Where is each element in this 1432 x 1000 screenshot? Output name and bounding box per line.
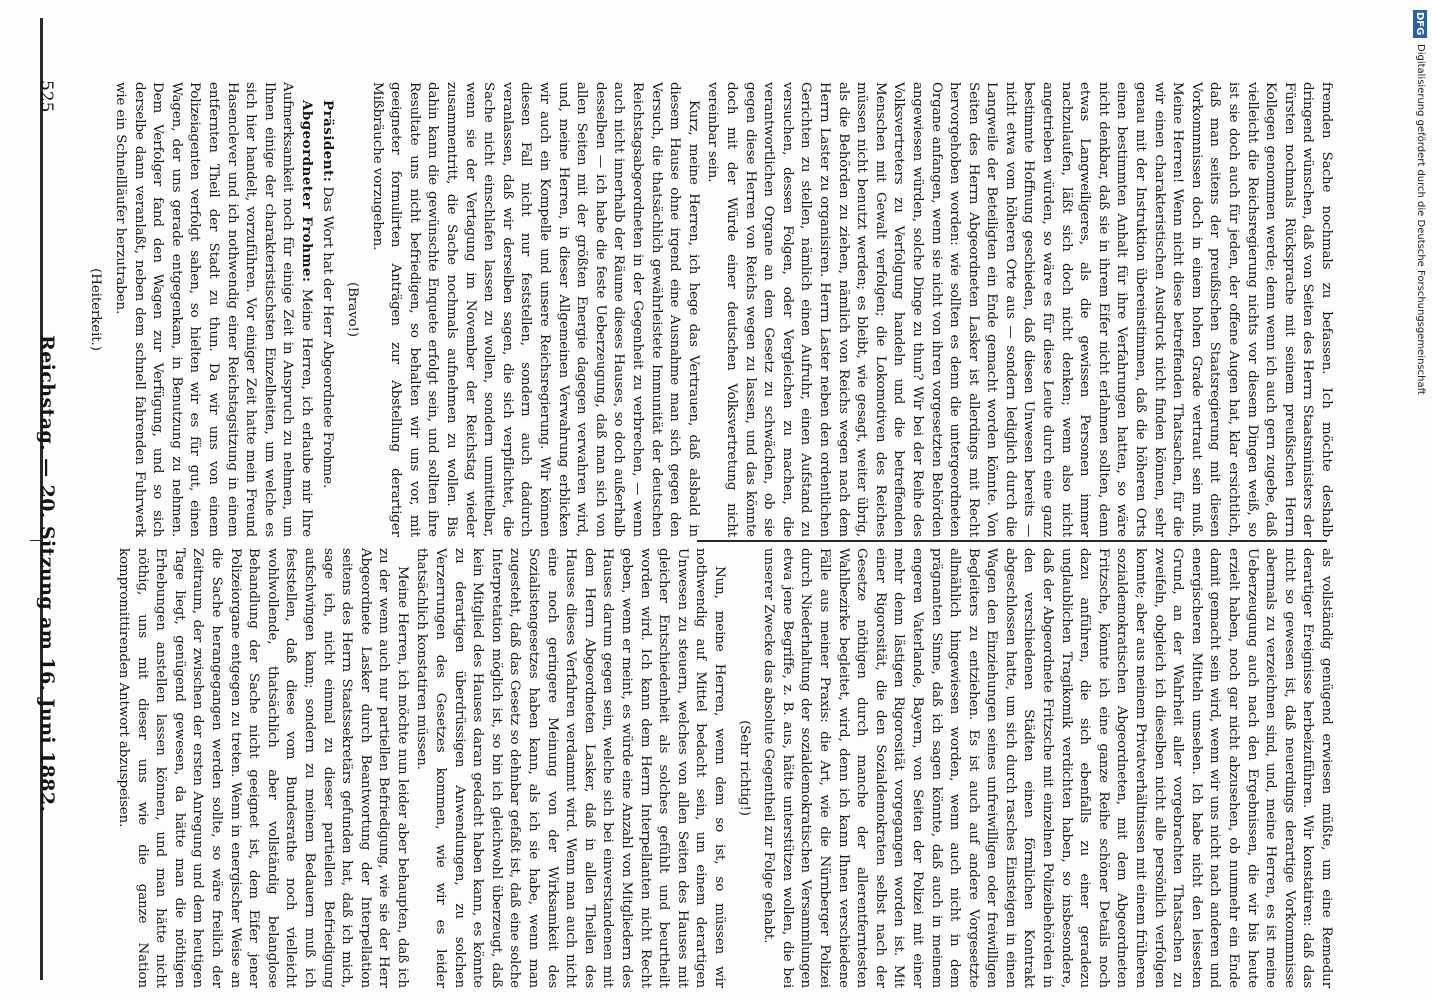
- speaker-text: Das Wort hat der Herr Abgeordnete Frohme.: [319, 186, 335, 489]
- column-divider: [697, 540, 1327, 542]
- running-header: [30, 20, 60, 980]
- applause-note: (Bravo!): [345, 282, 361, 337]
- speaker-label: Präsident:: [319, 100, 336, 183]
- digitization-stamp: [1412, 14, 1428, 654]
- paragraph: Meine Herren, ich möchte nun leider aber behaupten, daß ich zu der wenn auch nur partiellen Befriedigung, wie sie der Herr Abgeordnete Lasker durch Beantwortung der Interpellation seitens des Herrn Staatssekretärs gefunden hat, daß ich mich, sage ich, nicht einmal zu dieser partiellen Befriedigung aufschwingen kann; sondern zu meinem Bedauern muß ich feststellen, daß diese vom Bundesrathe noch vielleicht wohlwollende, thatsächlich aber vollständig belanglose Behandlung der Sache nicht geeignet ist, dem Eifer jener Polizeiorgane entgegen zu treten. Wenn in energischer Weise an die Sache herangegangen werden sollte, so wäre freilich der Zeitraum, der zwischen der ersten Anregung und dem heutigen Tage liegt, genügend gewesen, da hätte man die nöthigen Erhebungen anstellen lassen können, und man hätte nicht nöthig, uns mit dieser uns wie die ganze Nation kompromittirenden Antwort abzuspeisen.: [116, 548, 410, 988]
- speaker-label: Abgeordneter Frohme:: [298, 100, 315, 283]
- speaker-paragraph: [110, 82, 316, 537]
- text-column-right: [80, 82, 1335, 537]
- speaker-text: Meine Herren, ich erlaube mir Ihre Aufmerksamkeit noch für einige Zeit in Anspruch zu nehmen, um Ihnen einige der charakteristischsten Einzelheiten, um welche es sich hier handelt, vorzuführen. Vor einiger Zeit hatte mein Freund Hasenclever und ich nothwendig einer Reichstagsitzung in einem entfernten Theil der Stadt zu thun. Da wir uns von einem Polizeiagenten verfolgt sahen, so hielten wir es für gut, einen Wagen, der uns gerade entgegenkam, in Benutzung zu nehmen. Dem Verfolger fand den Wagen zur Verfügung, und so sich derselbe dann veranlaßt, neben dem schnell fahrenden Fuhrwerk wie ein Schnellläufer herzutraben.: [113, 82, 314, 537]
- paragraph: fremden Sache nochmals zu befassen. Ich möchte deshalb dringend wünschen, daß von Seiten des Herrn Staatsministers der Fürsten nochmals Rücksprache mit seinem preußischen Herrn Kollegen genommen werde; denn wenn ich auch gern zugebe, daß vielleicht die Reichsregierung nichts vor diesem Dingen weiß, so ist sie doch auch für jeden, der offene Augen hat, klar ersichtlich, daß man seitens der preußischen Staatsregierung mit diesen Vorkommnissen doch in einem hohen Grade vertraut sein muß. Meine Herren! Wenn nicht diese betreffenden Thatsachen, für die wir einen charakteristischen Ausdruck nicht finden können, sehr genau mit der Instruktion übereinstimmen, daß die höheren Orts einen bestimmten Anhalt für ihre Verfahrungen hatten, so wäre nicht denkbar, daß sie in ihrem Eifer nicht erlahmen sollten, denn etwas Langweiligeres, als die gewissen Personen immer nachzulaufen, läßt sich doch nicht denken; wenn also nicht angetrieben würden, so wäre es für diese Leute durch eine ganz bestimmte Hoffnung geschieden, daß diesen Unwesen bereits — nicht etwa vom höheren Orte aus — sondern lediglich durch die Langweile der Beteiligten ein Ende gemacht worden könnte. Von Seiten des Herrn Abgeordneten Lasker ist allerdings mit Recht hervorgehoben worden: wie sollten es denn die untergeordneten Organe anfangen, wenn sie nicht von ihren vorgesetzten Behörden angewiesen würden, solche Dinge zu thun? Wir bei der Reihe des Volksvertreters zu Verfolgung handeln und die betreffenden Menschen mit Gewalt verfolgen; die Lokomotiven des Reiches müssen nicht benutzt werden; es bleibt, wie gesagt, weiter übrig, als die Behörden zu ziehen, nämlich von Reichs wegen nach dem Herrn Laster zu organisiren. Herrn Laster neben den ordentlichen Gerichten zu stellen, nämlich einen Aufruhr, einen Aufstand zu versuchen, dessen Folgen, oder Vergleichen zu machen, die verantwortlichen Organe an dem Gesetz zu schwächen, ob sie gegen diese Herren von Reichs wegen zu lassen, und das könnte doch mit der Würde einer deutschen Volksvertretung nicht vereinbar sein.: [705, 82, 1334, 537]
- paragraph: als vollständig genügend erwiesen müßte, um eine Remedur derartiger Ereignisse herbeizuführen. Wir konstatiren: daß das nicht so gewesen ist, daß neuerdings derartige Vorkommnisse abermals zu verzeichnen sind, und, meine Herren, es ist meine Ueberzeugung auch nach den Ergebnissen, die wir bis heute erzielt haben, noch gar nicht abzusehen, ob nunmehr ein Ende damit gemacht sein wird, wenn wir uns nicht nach anderen und energischeren Mitteln umsehen. Ich habe nicht den leisesten Grund, an der Wahrheit aller vorgebrachten Thatsachen zu zweifeln, obgleich ich dieselben nicht alle persönlich verfolgen konnte; aber aus meinem Privatverhältnissen mit einem früheren sozialdemokratischen Abgeordneten, mit dem Abgeordneten Fritzsche, könnte ich eine ganze Reihe schöner Details noch dazu anführen, die sich ebenfalls zu einer geradezu unglaublichen Tragikomik verdichten haben, so insbesondere, daß der Abgeordnete Fritzsche mit einzelnen Polizeibehörden in den verschiedenen Städten einen förmlichen Kontrakt abgeschlossen hatte, um sich durch rasches Einsteigen in einen Wagen den Einziehungen seines unfreiwilligen oder freiwilligen Begleiters zu entziehen. Es ist auch auf andere Vorgesetzte allmählich hingewiesen worden, wenn auch nicht in dem prägnanten Sinne, daß ich sagen könnte, daß auch in meinem engeren Vaterlande, Bayern, von Seiten der Polizei mit einer mehr denn lästigen Rigorosität vorgegangen worden ist. Mit einer Rigorosität, die den Sozialdemokraten selbst nach der Gesetze nöthigen durch manche der allerentferntesten Wahlbezirke begleitet, wird, denn ich kann Ihnen verschiedene Fälle aus meiner Praxis: die Art, wie die Nürnberger Polizei durch Niederhaltung der sozialdemokratischen Versammlungen etwa jene Begriffe, z. B. aus, hätte unterstützen wollen, die bei unserer Zwecke das absolute Gegentheil zur Folge gehabt.: [761, 548, 1334, 988]
- stamp-text: Digitalisierung gefördert durch die Deutsche Forschungsgemeinschaft: [1415, 44, 1426, 395]
- paragraph: Nun, meine Herren, wenn dem so ist, so müssen wir nothwendig auf Mittel bedacht sein, um einem derartigen Unwesen zu steuern, welches von allen Seiten des Hauses mit gleicher Entschiedenheit als solches gefühlt und beurtheilt worden wird. Ich kann dem Herrn Interpellanten nicht Recht geben, wenn er meint, es würde eine Anzahl von Mitgliedern des Hauses darum gegen sein, welche sich bei einverstandenen mit dem Herrn Abgeordneten Lasker, daß in allen Theilen des Hauses dieses Verfahren verdammt wird. Wenn man auch nicht eine noch geringere Meinung von der Wirksamkeit des Sozialistengesetzes haben kann, als ich sie habe, wenn man zugesteht, daß das Gesetz so dehnbar gefaßt ist, daß eine solche Interpretation möglich ist, so bin ich gleichwohl überzeugt, daß kein Mitglied des Hauses daran gedacht haben kann, es könnte zu derartigen überdrüssigen Anwendungen, zu solchen Verzerrungen des Gesetzes kommen, wie wir es leider thatsächlich konstatiren müssen.: [414, 548, 727, 988]
- page-title: Reichstag. — 20. Sitzung am 16. Juni 1882.: [36, 335, 58, 813]
- applause-note: (Heiterkeit.): [88, 268, 104, 351]
- text-column-left: [80, 548, 1335, 988]
- dfg-logo-text: DFG: [1414, 12, 1425, 36]
- applause-note: (Sehr richtig!): [736, 720, 752, 816]
- page-number: 525: [36, 80, 56, 113]
- speaker-paragraph: [317, 82, 337, 537]
- dfg-logo-icon: [1413, 10, 1427, 38]
- paragraph: Kurz, meine Herren, ich hege das Vertrauen, daß alsbald in diesem Hause ohne irgend eine Ausnahme man sich gegen den Versuch, die thatsächlich gewährleistete Immunität der deutschen Reichstagsabgeordneten in der Gegenheit zu verbrechen, — wenn auch nicht innerhalb der Räume dieses Hauses, so doch außerhalb desselben — ich habe die feste Ueberzeugung, daß man sich von allen Seiten mit der größten Energie dagegen verwahren wird, und, meine Herren, in dieser Allgemeinen Verwahrung erblicken wir auch ein Kompelle und unsere Reichsregierung. Wir können diesen Fall nicht nur feststellen, sondern auch dadurch veranlassen, daß wir derselben sagen, die sich verpflichtet, die Sache nicht einschlafen lassen zu wollen, sondern unmittelbar, wenn sie der Vertagung im November der Reichstag wieder zusammentritt, die Sache nochmals aufnehmen zu wollen. Bis dahin kann die gewünschte Enquete erfolgt sein, und sollten ihre Resultate uns nicht befriedigen, so behalten wir uns vor, mit geeigneter formulirten Anträgen zur Abstellung derartiger Mißbräuche vorzugehen.: [369, 82, 701, 537]
